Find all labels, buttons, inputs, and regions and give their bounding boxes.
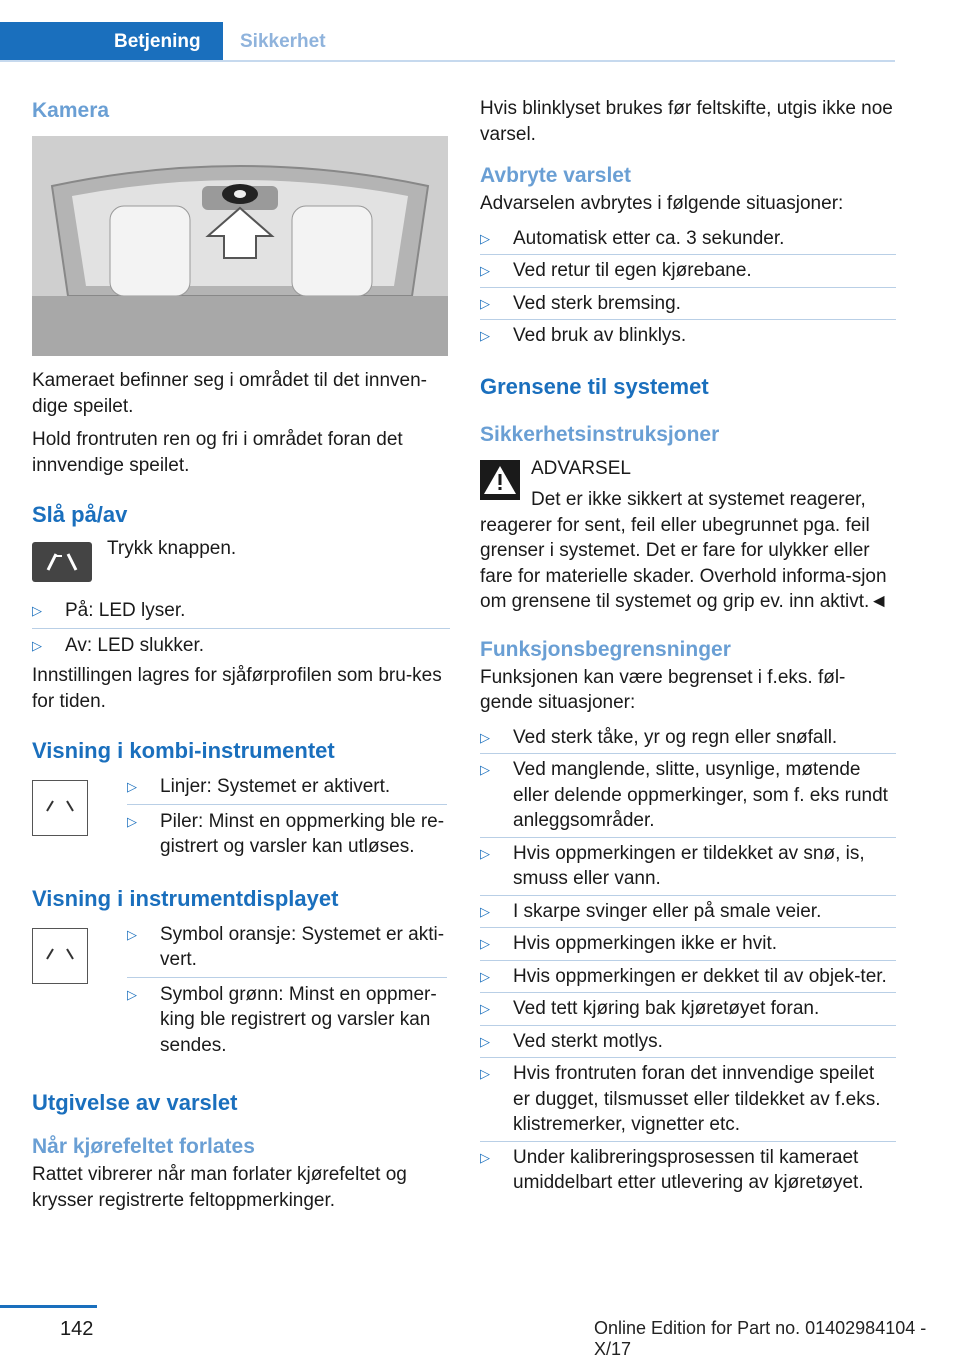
list-item: ▷ Hvis oppmerkingen er dekket til av objek-ter. [480, 960, 896, 993]
warning-heading: Utgivelse av varslet [32, 1090, 238, 1115]
kombi-list [127, 774, 447, 860]
lane-heading: Når kjørefeltet forlates [32, 1135, 255, 1158]
page-number: 142 [60, 1318, 94, 1340]
list-item: ▷ Ved tett kjøring bak kjøretøyet foran. [480, 992, 896, 1025]
lane-lines-icon [32, 928, 88, 984]
list-item: ▷ Automatisk etter ca. 3 sekunder. [480, 223, 896, 255]
list-item: ▷ Symbol grønn: Minst en oppmer-king ble registrert og varsler kan sendes. [127, 977, 447, 1059]
lane-lines-icon [32, 780, 88, 836]
warning-text-2: reagerer for sent, feil eller ubegrunnet pga. feil grenser i systemet. Det er fare for ulykker eller fare for materielle skader. Overhold informa-sjon om grensene til systemet og grip ev. inn aktivt.◄ [480, 514, 889, 612]
list-item: ▷ På: LED lyser. [32, 598, 450, 628]
triangle-right-icon: ▷ [480, 1149, 490, 1165]
left-column [32, 96, 450, 1213]
cancel-text: Advarselen avbrytes i følgende situasjoner: [480, 193, 844, 214]
camera-text-1: Kameraet befinner seg i området til det innven-dige speilet. [32, 370, 427, 417]
triangle-right-icon: ▷ [480, 230, 490, 246]
warning-label: ADVARSEL [531, 457, 631, 479]
list-item: ▷ Linjer: Systemet er aktivert. [127, 774, 447, 804]
triangle-right-icon: ▷ [480, 762, 490, 777]
instr-row [32, 922, 450, 1059]
blink-text: Hvis blinklyset brukes før feltskifte, utgis ikke noe varsel. [480, 98, 893, 145]
footer-rule [0, 1305, 97, 1308]
tab-underline [0, 60, 895, 62]
list-item: ▷ Symbol oransje: Systemet er akti-vert. [127, 923, 445, 970]
cancel-list [480, 223, 896, 352]
warning-text-1: Det er ikke sikkert at systemet reagerer, [531, 489, 866, 510]
triangle-right-icon: ▷ [127, 986, 137, 1002]
cancel-heading: Avbryte varslet [480, 164, 631, 187]
camera-heading: Kamera [32, 99, 110, 122]
list-item: ▷ Piler: Minst en oppmerking ble re-gistrert og varsler kan utløses. [127, 804, 447, 860]
triangle-right-icon: ▷ [32, 637, 42, 653]
tab-sikkerhet[interactable]: Sikkerhet [240, 31, 326, 52]
triangle-right-icon: ▷ [480, 845, 490, 861]
camera-text-2: Hold frontruten ren og fri i området foran det innvendige speilet. [32, 429, 403, 476]
func-text: Funksjonen kan være begrenset i f.eks. føl-gende situasjoner: [480, 666, 846, 713]
kombi-row [32, 774, 450, 860]
triangle-right-icon: ▷ [32, 603, 42, 618]
onoff-row [32, 536, 450, 582]
triangle-right-icon: ▷ [480, 1033, 490, 1049]
warning-block [480, 456, 896, 513]
list-item: ▷ Ved sterk bremsing. [480, 287, 896, 320]
triangle-right-icon: ▷ [480, 729, 490, 745]
func-heading: Funksjonsbegrensninger [480, 637, 731, 661]
edition-text: Online Edition for Part no. 01402984104 - X/17 [594, 1318, 927, 1359]
kombi-heading: Visning i kombi-instrumentet [32, 738, 335, 763]
triangle-right-icon: ▷ [480, 263, 490, 278]
triangle-right-icon: ▷ [480, 936, 490, 951]
list-item: ▷ Hvis oppmerkingen er tildekket av snø, is, smuss eller vann. [480, 837, 896, 895]
list-item: ▷ Under kalibreringsprosessen til kameraet umiddelbart etter utlevering av kjøretøyet. [480, 1141, 896, 1199]
list-item: ▷ Ved manglende, slitte, usynlige, møtende eller delende oppmerkinger, som f. eks rundt anleggsområder. [480, 753, 896, 837]
onoff-text: Trykk knappen. [107, 538, 237, 559]
car-interior-illustration [32, 136, 448, 356]
camera-photo [32, 136, 448, 356]
safety-heading: Sikkerhetsinstruksjoner [480, 422, 720, 446]
onoff-list [32, 598, 450, 658]
triangle-right-icon: ▷ [480, 1066, 490, 1081]
triangle-right-icon: ▷ [127, 779, 137, 794]
triangle-right-icon: ▷ [480, 328, 490, 343]
triangle-right-icon: ▷ [480, 295, 490, 311]
list-item: ▷ I skarpe svinger eller på smale veier. [480, 895, 896, 928]
warning-triangle-icon [480, 460, 520, 500]
lane-text: Rattet vibrerer når man forlater kjørefeltet og krysser registrerte feltoppmerkinger. [32, 1164, 407, 1211]
list-item: ▷ Ved sterk tåke, yr og regn eller snøfall. [480, 722, 896, 754]
func-list [480, 722, 896, 1199]
triangle-right-icon: ▷ [127, 926, 137, 942]
list-item: ▷ Hvis oppmerkingen ikke er hvit. [480, 927, 896, 960]
instr-list [127, 922, 447, 1059]
tab-betjening[interactable]: Betjening [0, 22, 223, 62]
tab-bar [0, 0, 960, 62]
list-item: ▷ Ved retur til egen kjørebane. [480, 254, 896, 287]
list-item: ▷ Ved sterkt motlys. [480, 1025, 896, 1058]
list-item: ▷ Av: LED slukker. [32, 628, 450, 659]
triangle-right-icon: ▷ [480, 1001, 490, 1016]
onoff-heading: Slå på/av [32, 502, 128, 527]
triangle-right-icon: ▷ [480, 903, 490, 919]
right-column [480, 96, 896, 1199]
list-item: ▷ Hvis frontruten foran det innvendige speilet er dugget, tilsmusset eller tildekket av f.eks. klistremerker, vignetter etc. [480, 1057, 896, 1141]
list-item: ▷ Ved bruk av blinklys. [480, 319, 896, 352]
instr-heading: Visning i instrumentdisplayet [32, 885, 339, 911]
lane-departure-button-icon[interactable] [32, 542, 92, 582]
triangle-right-icon: ▷ [480, 968, 490, 984]
triangle-right-icon: ▷ [127, 813, 137, 829]
limits-heading: Grensene til systemet [480, 373, 709, 399]
onoff-note: Innstillingen lagres for sjåførprofilen som bru-kes for tiden. [32, 665, 442, 712]
